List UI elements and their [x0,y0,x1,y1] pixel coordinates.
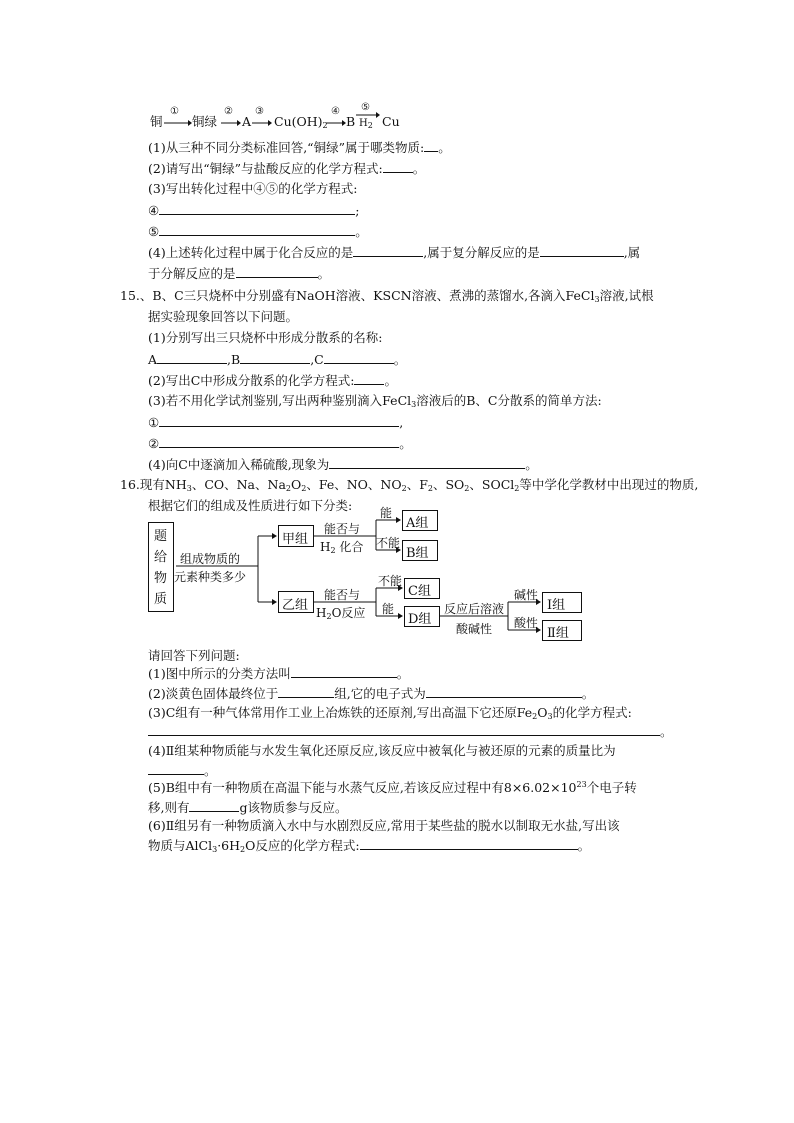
answer-blank[interactable] [159,202,355,215]
answer-blank[interactable] [157,351,227,364]
group-label: C组 [408,584,431,599]
chain-step3: ③ [255,106,264,117]
chain-h2: $H_2$ [359,118,373,130]
root-char: 题 [154,529,168,544]
group-label: Ⅱ组 [547,626,569,641]
h2-question: 能否与 [324,522,361,536]
q16-part1: (1)图中所示的分类方法叫 。 [148,666,410,681]
q16-part5-cont: 移,则有 g该物质参与反应。 [148,800,348,815]
q16-stem: 16.现有$NH_3$、CO、Na、$Na_2O_2$、Fe、NO、$NO_2$、$F_2$、$SO_2$、SOCl$_2$等中学化学教材中出现过的物质, [120,477,699,493]
q16-part5: (5)B组中有一种物质在高温下能与水蒸气反应,若该反应过程中有$8\times 6.02\times 10^{23}$个电子转 [148,780,637,795]
q16-part4: (4)Ⅱ组某种物质能与水发生氧化还原反应,该反应中被氧化与被还原的元素的质量比为 [148,743,616,758]
chain-step1: ① [170,106,179,117]
yes-label: 能 [382,602,395,616]
arrow-icon [164,120,192,126]
q15-part1: (1)分别写出三只烧杯中形成分散系的名称: [148,330,383,345]
classification-diagram [148,506,588,646]
q16-part3: (3)C组有一种气体常用作工业上冶炼铁的还原剂,写出高温下它还原$Fe_2O_3$的化学方程式: [148,705,632,721]
group-label: D组 [408,612,432,627]
q16-stem-cont: 根据它们的组成及性质进行如下分类: [148,498,353,513]
no-label: 不能 [378,574,403,588]
group-a-box [402,510,438,531]
group-b-box [402,540,438,561]
answer-blank[interactable] [360,837,578,850]
q14-part2: (2)请写出“铜绿”与盐酸反应的化学方程式: 。 [148,161,426,176]
answer-blank[interactable] [240,351,310,364]
group-label: 乙组 [282,598,309,613]
answer-blank[interactable] [424,139,438,152]
root-char: 物 [154,571,168,586]
acidity-question: 反应后溶液 [444,602,505,616]
q15-stem-cont: 据实验现象回答以下问题。 [148,309,299,324]
answer-blank[interactable] [278,685,334,698]
root-char: 质 [154,592,168,607]
criterion-label: 组成物质的 [180,552,241,566]
chain-b: B [346,114,356,129]
q14-part1: (1)从三种不同分类标准回答,“铜绿”属于哪类物质: 。 [148,140,451,155]
chain-a: A [242,114,252,129]
group-label: A组 [406,516,429,531]
acidic-label: 酸性 [514,616,539,630]
arrow-icon [252,120,272,126]
group-i-box [542,592,582,613]
chain-end: Cu [382,114,400,129]
group-jia-box [278,525,314,547]
answer-blank[interactable] [159,414,399,427]
reaction-chain [148,102,408,132]
chain-step4: ④ [331,106,340,117]
q14-part4: (4)上述转化过程中属于化合反应的是 ,属于复分解反应的是 ,属 [148,245,641,260]
answer-blank[interactable] [159,435,399,448]
q16-part6: (6)Ⅱ组另有一种物质滴入水中与水剧烈反应,常用于某些盐的脱水以制取无水盐,写出该 [148,818,620,833]
answer-blank[interactable] [236,265,318,278]
root-box [148,522,174,612]
q15-part3-b: ② 。 [148,436,412,451]
group-yi-box [278,591,314,613]
group-label: 甲组 [282,532,309,547]
q16-part4-answer: 。 [148,762,217,779]
q16-part6-cont: 物质与$AlCl_3\cdot 6H_2O$反应的化学方程式: 。 [148,838,591,854]
answer-blank[interactable] [148,723,660,736]
answer-blank[interactable] [329,456,525,469]
basic-label: 碱性 [514,588,539,602]
chain-step5: ⑤ [361,102,370,113]
no-label: 不能 [376,536,401,550]
q15-stem: 15.、B、C三只烧杯中分别盛有NaOH溶液、KSCN溶液、煮沸的蒸馏水,各滴入FeCl$_3$溶液,试根 [120,288,654,304]
acidity-question-2: 酸碱性 [456,622,493,636]
answer-blank[interactable] [426,685,582,698]
q14-part4-cont: 于分解反应的是 。 [148,266,331,281]
q16-part2: (2)淡黄色固体最终位于 组,它的电子式为 。 [148,686,595,701]
chain-step2: ② [224,106,233,117]
answer-blank[interactable] [353,244,423,257]
yes-label: 能 [380,506,393,520]
chain-cuoh2: $Cu(OH)_2$ [274,114,328,130]
answer-blank[interactable] [354,372,384,385]
answer-blank[interactable] [159,223,355,236]
answer-blank[interactable] [324,351,394,364]
answer-blank[interactable] [291,665,397,678]
group-d-box [404,606,440,627]
q15-part3-a: ① , [148,415,404,430]
h2o-question-2: $H_2O$反应 [316,606,366,621]
q15-part4: (4)向C中逐滴加入稀硫酸,现象为 。 [148,457,538,472]
q14-part3-b: ⑤ 。 [148,224,368,239]
answer-blank[interactable] [383,160,413,173]
group-ii-box [542,620,582,641]
q15-part2: (2)写出C中形成分散系的化学方程式: 。 [148,373,397,388]
group-label: Ⅰ组 [547,598,566,613]
q15-part1-answers: A ,B ,C 。 [148,352,407,367]
answer-blank[interactable] [540,244,624,257]
chain-start: 铜 [150,114,163,129]
q16-part3-answer: 。 [148,723,673,740]
group-c-box [404,578,440,599]
q16-prompt: 请回答下列问题: [148,648,240,663]
answer-blank[interactable] [189,799,239,812]
answer-blank[interactable] [148,762,204,775]
q14-part3-a: ④ ; [148,203,360,218]
group-label: B组 [406,546,429,561]
root-char: 给 [154,550,168,565]
chain-malachite: 铜绿 [192,114,218,129]
q14-part3: (3)写出转化过程中④⑤的化学方程式: [148,181,358,196]
h2o-question: 能否与 [324,588,361,602]
arrow-icon [221,120,241,126]
criterion-label-2: 元素种类多少 [174,570,247,584]
arrow-icon [326,120,346,126]
q15-part3: (3)若不用化学试剂鉴别,写出两种鉴别滴入FeCl$_3$溶液后的B、C分散系的简单方法: [148,393,602,409]
h2-question-2: $H_2$ 化合 [320,540,364,555]
